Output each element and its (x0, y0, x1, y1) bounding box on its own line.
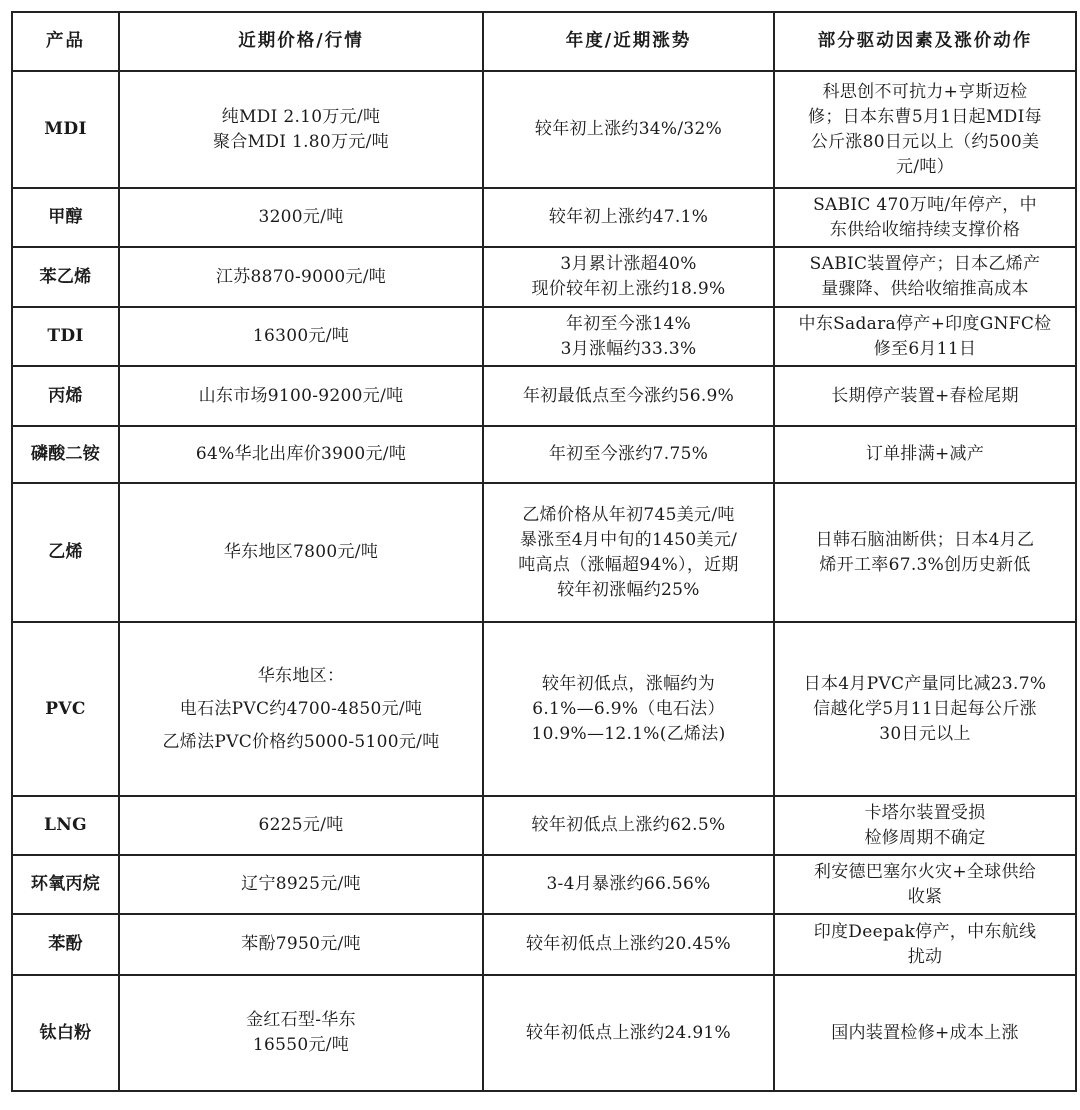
table-row (12, 307, 1076, 366)
price-cell (119, 307, 483, 366)
table-row (12, 247, 1076, 307)
product-cell: 乙烯 (12, 483, 119, 622)
trend-cell (483, 188, 774, 247)
product-cell: 环氧丙烷 (12, 855, 119, 914)
price-line: 江苏8870-9000元/吨 (215, 266, 387, 287)
drivers-line: 收紧 (907, 886, 943, 907)
trend-cell (483, 483, 774, 622)
price-line: 64%华北出库价3900元/吨 (195, 444, 407, 464)
trend-cell (483, 796, 774, 855)
drivers-cell (774, 975, 1076, 1091)
price-line: 纯MDI 2.10万元/吨 (221, 106, 381, 127)
drivers-cell (774, 855, 1076, 914)
trend-line: 乙烯价格从年初745美元/吨 (522, 504, 735, 525)
price-line: 苯酚7950元/吨 (241, 934, 361, 954)
drivers-line: 修至6月11日 (873, 338, 977, 359)
drivers-line: 日韩石脑油断供；日本4月乙 (815, 529, 1035, 550)
price-line: 乙烯法PVC价格约5000-5100元/吨 (162, 731, 440, 752)
product-cell: 甲醇 (12, 188, 119, 247)
table-row (12, 914, 1076, 975)
price-line: 16550元/吨 (252, 1035, 350, 1055)
drivers-line: 烯开工率67.3%创历史新低 (819, 554, 1031, 575)
product-cell: LNG (12, 796, 119, 855)
trend-line: 较年初上涨约34%/32% (534, 119, 723, 139)
price-cell (119, 188, 483, 247)
line-gap (126, 722, 476, 730)
price-line: 3200元/吨 (258, 207, 344, 227)
trend-line: 10.9%—12.1%(乙烯法) (531, 723, 726, 744)
table-row (12, 71, 1076, 188)
header-product: 产品 (12, 12, 119, 71)
product-cell: 丙烯 (12, 366, 119, 426)
drivers-line: 信越化学5月11日起每公斤涨 (813, 698, 1037, 719)
drivers-cell (774, 483, 1076, 622)
drivers-cell (774, 307, 1076, 366)
drivers-line: 修；日本东曹5月1日起MDI每 (808, 106, 1042, 127)
table-row (12, 188, 1076, 247)
product-cell: 苯乙烯 (12, 247, 119, 307)
price-cell (119, 796, 483, 855)
product-cell: 磷酸二铵 (12, 426, 119, 483)
drivers-line: 扰动 (907, 946, 943, 967)
trend-line: 现价较年初上涨约18.9% (531, 279, 726, 299)
line-gap (126, 689, 476, 697)
price-cell (119, 622, 483, 796)
price-cell (119, 366, 483, 426)
header-row (12, 12, 1076, 71)
price-line: 聚合MDI 1.80万元/吨 (213, 131, 389, 152)
drivers-line: 量骤降、供给收缩推高成本 (821, 279, 1029, 299)
trend-line: 较年初低点，涨幅约为 (542, 673, 715, 694)
drivers-cell (774, 426, 1076, 483)
product-cell: PVC (12, 622, 119, 796)
trend-line: 暴涨至4月中旬的1450美元/ (519, 529, 738, 550)
price-cell (119, 914, 483, 975)
drivers-line: 30日元以上 (879, 723, 971, 744)
trend-line: 较年初低点上涨约24.91% (525, 1022, 732, 1043)
drivers-cell (774, 796, 1076, 855)
trend-cell (483, 622, 774, 796)
trend-cell (483, 247, 774, 307)
trend-line: 年初至今涨14% (565, 313, 692, 334)
table-row (12, 855, 1076, 914)
drivers-line: 中东Sadara停产+印度GNFC检 (798, 313, 1052, 334)
price-cell (119, 426, 483, 483)
drivers-cell (774, 71, 1076, 188)
table-row (12, 796, 1076, 855)
product-cell: 苯酚 (12, 914, 119, 975)
drivers-cell (774, 247, 1076, 307)
trend-cell (483, 914, 774, 975)
drivers-line: SABIC 470万吨/年停产，中 (813, 194, 1037, 215)
table-body (12, 71, 1076, 1091)
drivers-line: 长期停产装置+春检尾期 (831, 385, 1019, 406)
trend-line: 年初最低点至今涨约56.9% (522, 385, 735, 406)
trend-cell (483, 71, 774, 188)
drivers-line: 国内装置检修+成本上涨 (831, 1022, 1019, 1043)
trend-cell (483, 307, 774, 366)
drivers-line: 元/吨） (896, 156, 954, 177)
price-line: 16300元/吨 (252, 326, 350, 346)
trend-line: 3-4月暴涨约66.56% (546, 874, 711, 894)
trend-line: 吨高点（涨幅超94%），近期 (518, 554, 739, 575)
trend-line: 年初至今涨约7.75% (548, 444, 709, 464)
drivers-cell (774, 366, 1076, 426)
trend-cell (483, 855, 774, 914)
drivers-line: SABIC装置停产；日本乙烯产 (809, 254, 1041, 274)
drivers-line: 印度Deepak停产，中东航线 (813, 921, 1037, 942)
price-line: 电石法PVC约4700-4850元/吨 (179, 698, 423, 719)
product-cell: MDI (12, 71, 119, 188)
price-line: 华东地区： (257, 665, 345, 686)
trend-line: 6.1%—6.9%（电石法） (532, 698, 725, 719)
price-line: 金红石型-华东 (246, 1010, 356, 1030)
drivers-line: 利安德巴塞尔火灾+全球供给 (813, 861, 1037, 882)
drivers-cell (774, 622, 1076, 796)
drivers-cell (774, 914, 1076, 975)
trend-cell (483, 975, 774, 1091)
table-row (12, 426, 1076, 483)
chemical-price-table (11, 11, 1077, 1092)
trend-line: 较年初上涨约47.1% (548, 207, 709, 227)
price-cell (119, 247, 483, 307)
price-cell (119, 71, 483, 188)
drivers-line: 日本4月PVC产量同比减23.7% (803, 673, 1047, 694)
trend-line: 3月涨幅约33.3% (560, 338, 697, 359)
trend-cell (483, 366, 774, 426)
drivers-line: 公斤涨80日元以上（约500美 (810, 131, 1040, 152)
table-row (12, 483, 1076, 622)
drivers-line: 检修周期不确定 (864, 827, 986, 848)
header-drivers: 部分驱动因素及涨价动作 (774, 12, 1076, 71)
header-trend: 年度/近期涨势 (483, 12, 774, 71)
table-row (12, 622, 1076, 796)
trend-line: 较年初涨幅约25% (557, 579, 700, 600)
trend-cell (483, 426, 774, 483)
price-cell (119, 855, 483, 914)
drivers-cell (774, 188, 1076, 247)
drivers-line: 东供给收缩持续支撑价格 (829, 219, 1021, 240)
trend-line: 较年初低点上涨约62.5% (531, 815, 726, 835)
drivers-line: 卡塔尔装置受损 (864, 802, 986, 823)
table-row (12, 975, 1076, 1091)
trend-line: 3月累计涨超40% (560, 254, 697, 274)
price-line: 山东市场9100-9200元/吨 (198, 385, 404, 406)
table-container (11, 11, 1077, 1092)
price-cell (119, 483, 483, 622)
price-line: 6225元/吨 (258, 815, 344, 835)
table-row (12, 366, 1076, 426)
trend-line: 较年初低点上涨约20.45% (525, 934, 732, 954)
price-cell (119, 975, 483, 1091)
price-line: 华东地区7800元/吨 (223, 542, 379, 562)
product-cell: TDI (12, 307, 119, 366)
drivers-line: 科思创不可抗力+亨斯迈检 (822, 81, 1028, 102)
drivers-line: 订单排满+减产 (865, 444, 985, 464)
header-price: 近期价格/行情 (119, 12, 483, 71)
price-line: 辽宁8925元/吨 (241, 874, 361, 894)
product-cell: 钛白粉 (12, 975, 119, 1091)
